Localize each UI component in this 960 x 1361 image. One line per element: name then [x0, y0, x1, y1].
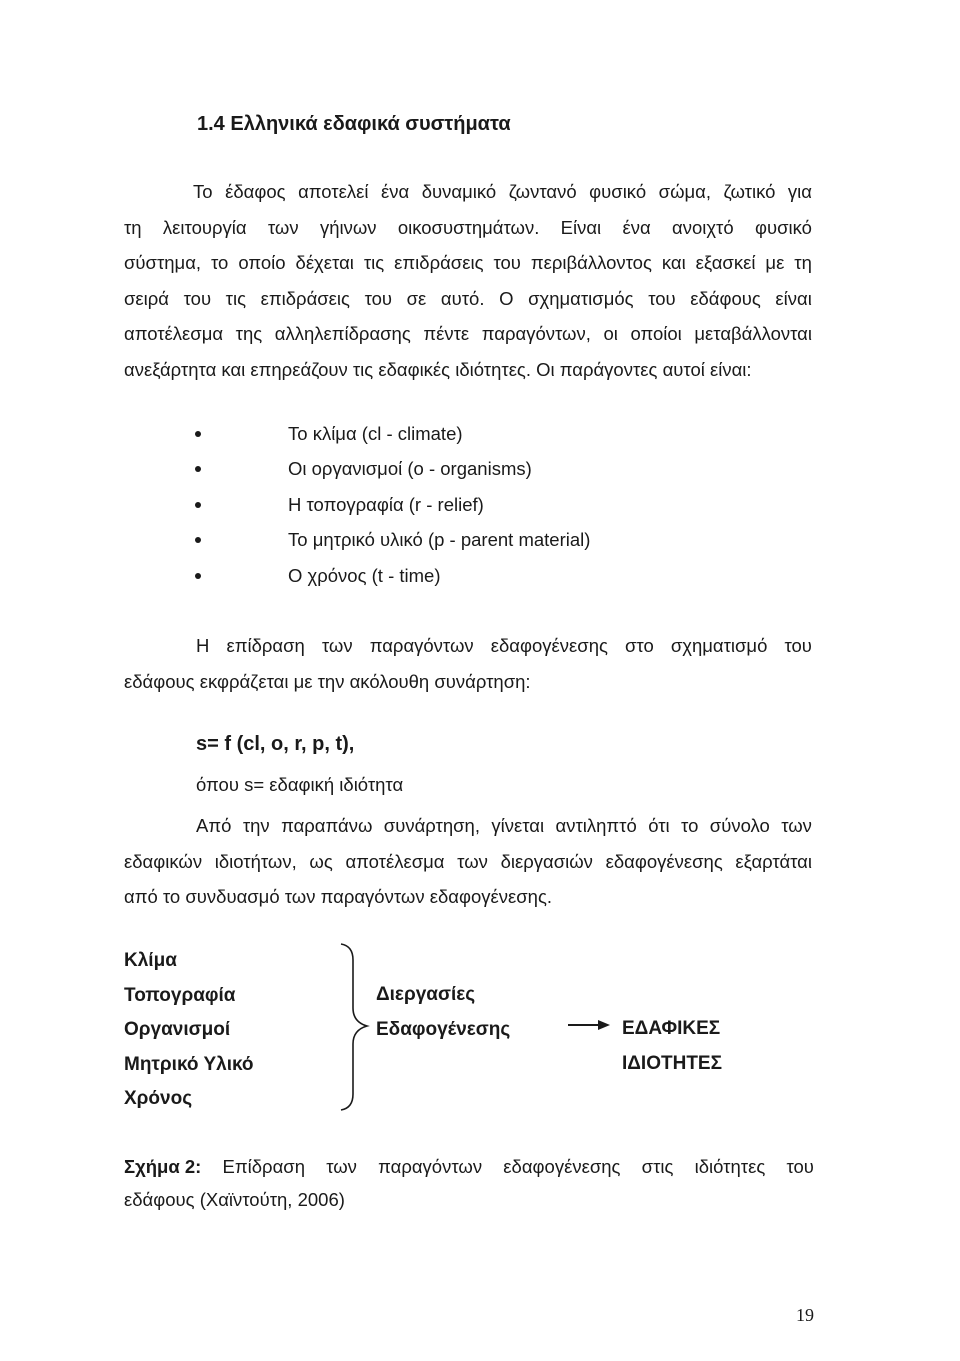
word: εξασκεί — [695, 252, 756, 273]
word: του — [648, 287, 676, 309]
arrow-right-icon — [568, 1018, 612, 1032]
diagram-process-label: Εδαφογένεσης — [376, 1018, 511, 1040]
word: Είναι — [560, 216, 602, 238]
paragraph-line — [124, 628, 812, 664]
diagram-factor: Οργανισμοί — [124, 1019, 231, 1040]
word: του — [784, 635, 812, 656]
word: επίδραση — [226, 635, 305, 656]
word: ανοιχτό — [672, 216, 734, 238]
word: των — [267, 216, 299, 238]
diagram-factor: Χρόνος — [124, 1088, 193, 1109]
word: από το συνδυασμό των παραγόντων εδαφογένεσης. — [124, 886, 553, 907]
word: αλληλεπίδρασης — [274, 323, 411, 344]
bullet-icon — [195, 537, 201, 543]
right-brace-icon — [335, 942, 375, 1112]
word: Ο — [499, 287, 514, 309]
word: εδάφους εκφράζεται με την ακόλουθη συνάρτηση: — [124, 670, 531, 692]
paragraph-line — [124, 808, 812, 844]
word: οποίοι — [630, 323, 682, 344]
word: ανεξάρτητα και επηρεάζουν τις εδαφικές ιδιότητες. Οι παράγοντες αυτοί είναι: — [124, 358, 752, 380]
list-item — [195, 487, 590, 523]
word: αποτέλεσμα — [345, 850, 445, 872]
caption-word: του — [786, 1156, 814, 1177]
word: φυσικό — [754, 216, 812, 238]
paragraph-line — [124, 664, 812, 700]
word: με — [765, 252, 785, 273]
word: διεργασιών — [500, 850, 593, 872]
word: σχηματισμός — [528, 287, 634, 309]
word: σύστημα, — [124, 252, 202, 273]
word: έδαφος — [225, 181, 286, 202]
diagram-factor: Μητρικό Υλικό — [124, 1053, 254, 1075]
word: εδαφογένεσης — [605, 850, 723, 872]
bullet-icon — [195, 466, 201, 472]
word: εδαφικών — [124, 850, 203, 872]
word: ως — [309, 850, 333, 872]
diagram-factor: Τοπογραφία — [124, 984, 236, 1006]
word: το — [681, 815, 699, 836]
caption-word: εδαφογένεσης — [503, 1156, 621, 1177]
diagram-process-label: Διεργασίες — [376, 984, 476, 1005]
word: και — [661, 252, 686, 273]
conclusion-paragraph — [124, 808, 812, 915]
word: περιβάλλοντος — [530, 252, 652, 273]
word: οι — [603, 323, 618, 344]
word: λειτουργία — [162, 216, 247, 238]
list-item-text: Το κλίμα (cl - climate) — [288, 422, 463, 444]
word: παραγόντων — [369, 635, 474, 656]
word: ένα — [381, 181, 410, 202]
page-number: 19 — [796, 1305, 814, 1325]
caption-line — [124, 1150, 814, 1183]
section-heading: 1.4 Ελληνικά εδαφικά συστήματα — [197, 113, 511, 135]
word: οποίο — [238, 252, 286, 273]
list-item-text: Το μητρικό υλικό (p - parent material) — [288, 529, 591, 551]
caption-word: στις — [641, 1156, 674, 1177]
word: αποτέλεσμα — [124, 323, 224, 344]
word: δυναμικό — [421, 181, 497, 202]
word: πέντε — [423, 323, 470, 344]
word: επιδράσεις — [394, 252, 484, 273]
word: επιδράσεις — [260, 287, 350, 309]
word: σειρά — [124, 287, 169, 309]
word: γήινων — [319, 216, 377, 238]
diagram-result-label: ΙΔΙΟΤΗΤΕΣ — [622, 1052, 723, 1074]
paragraph-line — [124, 174, 812, 210]
word: φυσικό — [589, 181, 647, 202]
paragraph-line — [124, 210, 812, 246]
list-item — [195, 523, 590, 559]
formula-definition: όπου s= εδαφική ιδιότητα — [196, 774, 404, 795]
paragraph-line — [124, 879, 812, 915]
list-item — [195, 452, 590, 488]
factor-list — [195, 416, 590, 594]
word: εξαρτάται — [735, 850, 812, 872]
caption-label: Σχήμα 2: — [124, 1156, 202, 1177]
word: γίνεται — [491, 815, 545, 836]
word: του — [364, 287, 393, 309]
paragraph-line — [124, 844, 812, 880]
paragraph-line — [124, 352, 812, 388]
word: του — [183, 287, 212, 309]
formula: s= f (cl, o, r, p, t), — [196, 733, 355, 755]
word: τις — [225, 287, 247, 309]
word: στο — [624, 635, 654, 656]
word: Το — [193, 181, 213, 202]
word: παραγόντων, — [481, 323, 591, 344]
word: ζωντανό — [508, 181, 577, 202]
caption-word: Επίδραση — [222, 1156, 305, 1177]
word: αποτελεί — [298, 181, 369, 202]
diagram-processes — [376, 978, 510, 1047]
word: τη — [794, 252, 812, 273]
list-item-text: Η τοπογραφία (r - relief) — [288, 493, 484, 515]
word: είναι — [775, 287, 812, 309]
word: Από — [196, 815, 232, 836]
word: των — [457, 850, 488, 872]
word: των — [781, 815, 812, 836]
caption-word: ιδιότητες — [694, 1156, 766, 1177]
word: των — [321, 635, 353, 656]
paragraph-line — [124, 245, 812, 281]
word: ότι — [648, 815, 670, 836]
word: συνάρτηση, — [383, 815, 480, 836]
paragraph-line — [124, 281, 812, 317]
word: οικοσυστημάτων. — [397, 216, 540, 238]
bullet-icon — [195, 431, 201, 437]
word: τις — [363, 252, 385, 273]
word: δέχεται — [295, 252, 354, 273]
paragraph-line — [124, 316, 812, 352]
word: σώμα, — [658, 181, 712, 202]
diagram-result — [622, 1012, 722, 1081]
function-intro-paragraph — [124, 628, 812, 699]
caption-word: των — [326, 1156, 357, 1177]
word: εδαφογένεσης — [490, 635, 608, 656]
word: σχηματισμό — [670, 635, 768, 656]
word: μεταβάλλονται — [694, 323, 812, 344]
list-item — [195, 558, 590, 594]
word: ζωτικό — [723, 181, 776, 202]
word: του — [493, 252, 521, 273]
word: το — [211, 252, 229, 273]
diagram-factors — [124, 944, 254, 1117]
intro-paragraph — [124, 174, 812, 387]
list-item-text: Οι οργανισμοί (o - organisms) — [288, 458, 532, 480]
word: Η — [196, 635, 210, 656]
bullet-icon — [195, 502, 201, 508]
word: ένα — [622, 216, 651, 238]
word: για — [787, 181, 812, 202]
word: ιδιοτήτων, — [214, 850, 297, 872]
word: παραπάνω — [281, 815, 373, 836]
list-item-text: Ο χρόνος (t - time) — [288, 564, 441, 586]
bullet-icon — [195, 573, 201, 579]
word: εδάφους — [690, 287, 761, 309]
word: αντιληπτό — [555, 815, 637, 836]
diagram-result-label: ΕΔΑΦΙΚΕΣ — [622, 1018, 721, 1039]
caption-line: εδάφους (Χαϊντούτη, 2006) — [124, 1189, 345, 1210]
word: αυτό. — [440, 287, 485, 309]
word: της — [235, 323, 263, 344]
word: τη — [124, 216, 142, 238]
word: σύνολο — [709, 815, 770, 836]
figure-caption — [124, 1150, 814, 1216]
caption-word: παραγόντων — [378, 1156, 483, 1177]
word: σε — [406, 287, 427, 309]
diagram-factor: Κλίμα — [124, 950, 177, 971]
word: την — [242, 815, 270, 836]
list-item — [195, 416, 590, 452]
